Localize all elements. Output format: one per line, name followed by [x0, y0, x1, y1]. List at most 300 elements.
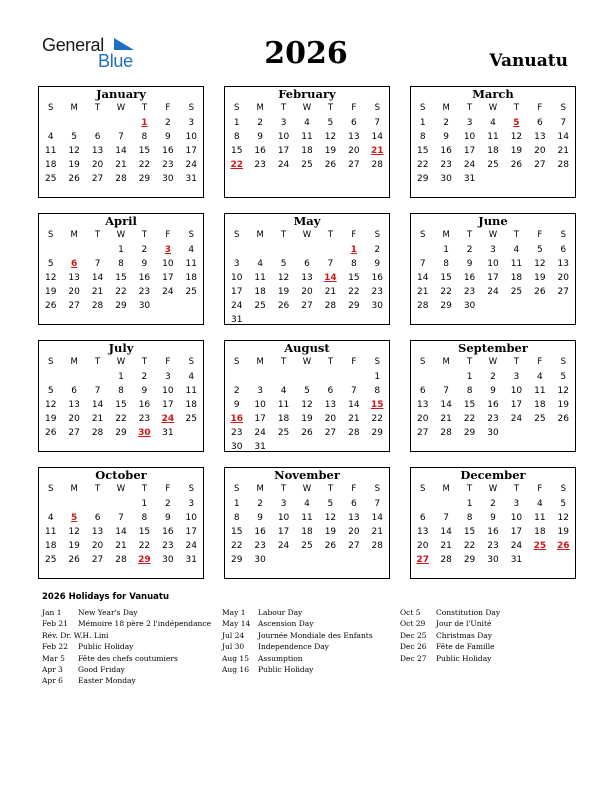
day-cell: 8: [443, 259, 449, 269]
holiday-item: [42, 653, 222, 664]
day-cell: 18: [301, 146, 313, 156]
day-cell: 20: [534, 146, 546, 156]
weekday-label: S: [420, 484, 426, 494]
day-cell: 13: [348, 132, 360, 142]
holiday-day-cell: 22: [230, 160, 243, 170]
month-title: December: [460, 468, 526, 482]
day-cell: 10: [510, 513, 523, 523]
day-cell: 21: [324, 287, 337, 297]
day-cell: 28: [91, 428, 104, 438]
day-cell: 10: [162, 386, 174, 396]
day-cell: 11: [510, 259, 523, 269]
day-cell: 11: [44, 527, 57, 537]
day-cell: 12: [44, 273, 57, 283]
day-cell: 6: [350, 499, 357, 509]
day-cell: 18: [301, 527, 313, 537]
day-cell: 3: [188, 118, 195, 128]
day-cell: 21: [557, 146, 569, 156]
day-cell: 15: [115, 273, 127, 283]
day-cell: 6: [419, 386, 426, 396]
month-april: [38, 213, 204, 325]
day-cell: 8: [466, 513, 473, 523]
day-cell: 10: [185, 513, 197, 523]
holiday-name: Public Holiday: [258, 664, 314, 674]
weekday-label: S: [234, 484, 240, 494]
holiday-name: Rév. Dr. W.H. Lini: [42, 630, 109, 640]
weekday-label: W: [302, 484, 312, 494]
day-cell: 11: [534, 386, 546, 396]
month-july: [38, 340, 204, 452]
day-cell: 18: [487, 146, 499, 156]
day-cell: 13: [534, 132, 546, 142]
day-cell: 22: [138, 541, 151, 551]
weekday-label: T: [94, 357, 101, 367]
day-cell: 11: [277, 400, 290, 410]
day-cell: 22: [230, 541, 243, 551]
weekday-label: W: [116, 103, 126, 113]
day-cell: 10: [185, 132, 197, 142]
day-cell: 28: [557, 160, 569, 170]
weekday-header-row: [411, 103, 575, 115]
day-cell: 2: [490, 372, 496, 382]
day-cell: 10: [463, 132, 476, 142]
weekday-label: M: [70, 230, 78, 240]
day-cell: 17: [162, 273, 174, 283]
day-cell: 16: [440, 146, 452, 156]
day-cell: 25: [510, 287, 523, 297]
day-cell: 29: [115, 301, 127, 311]
day-cell: 28: [440, 555, 452, 565]
day-cell: 7: [118, 132, 124, 142]
weekday-label: S: [374, 357, 380, 367]
day-cell: 12: [510, 132, 523, 142]
day-cell: 9: [141, 386, 148, 396]
day-cell: 15: [230, 146, 243, 156]
day-cell: 1: [419, 118, 426, 128]
day-cell: 17: [510, 400, 523, 410]
day-cell: 21: [348, 414, 360, 424]
weekday-label: T: [513, 230, 520, 240]
day-cell: 19: [557, 527, 569, 537]
day-cell: 17: [277, 527, 290, 537]
weekday-label: M: [256, 357, 264, 367]
weekday-label: S: [374, 484, 380, 494]
weekday-header-row: [39, 484, 203, 496]
day-cell: 25: [301, 160, 313, 170]
day-cell: 1: [466, 499, 473, 509]
holiday-item: [42, 607, 222, 618]
holiday-date: Jan 1: [42, 608, 62, 617]
holiday-date: Oct 5: [400, 608, 421, 617]
holiday-item: [400, 630, 580, 641]
day-cell: 19: [301, 414, 313, 424]
weekday-label: S: [188, 230, 194, 240]
day-cell: 1: [466, 372, 473, 382]
holiday-day-cell: 30: [138, 428, 151, 438]
weekday-label: T: [327, 357, 334, 367]
day-cell: 1: [141, 499, 148, 509]
day-cell: 16: [138, 273, 151, 283]
weekday-label: F: [165, 357, 171, 367]
day-cell: 30: [162, 555, 174, 565]
day-cell: 29: [463, 555, 476, 565]
day-cell: 3: [513, 372, 520, 382]
day-cell: 8: [141, 132, 148, 142]
day-cell: 25: [44, 555, 57, 565]
day-cell: 23: [254, 541, 266, 551]
holiday-item: [42, 618, 222, 629]
day-cell: 7: [419, 259, 426, 269]
day-cell: 8: [419, 132, 426, 142]
day-cell: 23: [254, 160, 266, 170]
holiday-column: [400, 607, 580, 664]
holiday-name: Good Friday: [78, 664, 125, 674]
holiday-name: Independence Day: [258, 642, 329, 652]
day-cell: 1: [374, 372, 381, 382]
day-cell: 20: [348, 146, 360, 156]
holiday-day-cell: 29: [138, 555, 151, 565]
day-cell: 14: [348, 400, 360, 410]
day-cell: 21: [115, 160, 127, 170]
day-cell: 25: [44, 174, 57, 184]
day-cell: 9: [257, 513, 263, 523]
holiday-name: Ascension Day: [258, 619, 314, 629]
weekday-label: T: [94, 484, 101, 494]
day-cell: 11: [44, 146, 57, 156]
day-cell: 23: [487, 414, 499, 424]
month-october: [38, 467, 204, 579]
day-cell: 8: [466, 386, 473, 396]
day-cell: 4: [47, 513, 54, 523]
day-cell: 8: [118, 259, 124, 269]
weekday-label: W: [116, 230, 126, 240]
weekday-label: T: [466, 484, 473, 494]
holiday-name: Journée Mondiale des Enfants: [258, 630, 373, 640]
day-cell: 29: [348, 301, 360, 311]
day-cell: 12: [324, 132, 337, 142]
holiday-item: [42, 630, 222, 641]
weekday-label: M: [70, 103, 78, 113]
holiday-date: Jul 24: [222, 630, 245, 640]
day-cell: 18: [534, 527, 546, 537]
day-cell: 7: [350, 386, 357, 396]
day-cell: 16: [487, 400, 499, 410]
holiday-item: [400, 641, 580, 652]
day-cell: 21: [440, 541, 452, 551]
day-cell: 14: [440, 527, 452, 537]
day-cell: 1: [118, 245, 124, 255]
day-cell: 30: [440, 174, 452, 184]
day-cell: 16: [138, 400, 151, 410]
weekday-label: T: [327, 230, 334, 240]
day-cell: 1: [233, 118, 240, 128]
day-cell: 21: [440, 414, 452, 424]
day-cell: 18: [534, 400, 546, 410]
weekday-header-row: [39, 357, 203, 369]
day-cell: 23: [162, 541, 174, 551]
weekday-label: T: [141, 357, 148, 367]
day-cell: 21: [115, 541, 127, 551]
holiday-date: May 14: [222, 619, 251, 629]
day-cell: 3: [466, 118, 473, 128]
holiday-name: Public Holiday: [78, 642, 134, 652]
day-cell: 12: [557, 513, 569, 523]
holiday-date: Mar 5: [42, 653, 65, 663]
day-cell: 18: [254, 287, 266, 297]
day-cell: 13: [68, 400, 80, 410]
weekday-header-row: [411, 230, 575, 242]
holiday-date: Feb 22: [42, 642, 68, 652]
weekday-label: T: [513, 103, 520, 113]
day-cell: 19: [68, 541, 80, 551]
day-cell: 1: [118, 372, 124, 382]
holiday-day-cell: 14: [324, 273, 337, 283]
day-cell: 24: [277, 541, 290, 551]
day-cell: 11: [185, 386, 197, 396]
month-title: September: [458, 341, 528, 355]
calendar-year-title: 2026: [264, 36, 348, 71]
weekday-label: F: [537, 357, 543, 367]
day-cell: 8: [374, 386, 381, 396]
day-cell: 25: [254, 301, 266, 311]
day-cell: 9: [490, 513, 496, 523]
day-cell: 13: [416, 400, 429, 410]
holiday-day-cell: 1: [350, 245, 357, 255]
day-cell: 28: [324, 301, 337, 311]
month-june: [410, 213, 576, 325]
holiday-day-cell: 1: [141, 118, 148, 128]
month-title: February: [278, 87, 336, 101]
day-cell: 6: [94, 513, 101, 523]
day-cell: 15: [230, 527, 243, 537]
day-cell: 24: [254, 428, 266, 438]
weekday-label: M: [442, 484, 450, 494]
weekday-label: W: [302, 357, 312, 367]
weekday-label: S: [188, 103, 194, 113]
weekday-label: F: [351, 484, 357, 494]
weekday-label: W: [488, 103, 498, 113]
day-cell: 26: [301, 428, 313, 438]
day-cell: 27: [91, 174, 104, 184]
holiday-day-cell: 26: [557, 541, 570, 551]
weekday-header-row: [39, 103, 203, 115]
day-cell: 26: [277, 301, 290, 311]
day-cell: 29: [115, 428, 127, 438]
day-cell: 2: [164, 118, 171, 128]
day-cell: 27: [534, 160, 546, 170]
month-title: January: [96, 87, 146, 101]
weekday-label: S: [48, 484, 54, 494]
weekday-label: S: [420, 103, 426, 113]
day-cell: 29: [416, 174, 429, 184]
day-cell: 9: [164, 132, 171, 142]
day-cell: 7: [118, 513, 124, 523]
weekday-label: S: [234, 357, 240, 367]
day-cell: 28: [115, 174, 127, 184]
day-cell: 29: [440, 301, 452, 311]
weekday-label: T: [327, 484, 334, 494]
weekday-header-row: [411, 357, 575, 369]
day-cell: 6: [94, 132, 101, 142]
day-cell: 24: [510, 541, 523, 551]
day-cell: 8: [233, 132, 240, 142]
weekday-label: T: [466, 230, 473, 240]
day-cell: 19: [324, 527, 337, 537]
holiday-item: [222, 641, 402, 652]
day-cell: 17: [510, 527, 523, 537]
day-cell: 13: [91, 146, 104, 156]
weekday-label: T: [141, 484, 148, 494]
day-cell: 2: [164, 499, 171, 509]
day-cell: 20: [416, 541, 429, 551]
day-cell: 18: [44, 160, 57, 170]
day-cell: 3: [280, 118, 287, 128]
weekday-label: S: [48, 357, 54, 367]
month-title: April: [105, 214, 137, 228]
day-cell: 3: [188, 499, 195, 509]
weekday-label: W: [488, 230, 498, 240]
day-cell: 19: [44, 414, 57, 424]
day-cell: 18: [185, 273, 197, 283]
day-cell: 5: [327, 118, 334, 128]
day-cell: 25: [277, 428, 290, 438]
day-cell: 3: [233, 259, 240, 269]
day-cell: 20: [301, 287, 313, 297]
weekday-label: F: [351, 103, 357, 113]
day-cell: 24: [487, 287, 499, 297]
day-cell: 7: [443, 513, 449, 523]
holiday-name: Easter Monday: [78, 676, 136, 686]
day-cell: 17: [463, 146, 476, 156]
day-cell: 16: [162, 527, 174, 537]
day-cell: 25: [185, 287, 197, 297]
day-cell: 31: [185, 174, 197, 184]
day-cell: 4: [304, 499, 310, 509]
weekday-label: F: [165, 103, 171, 113]
day-cell: 5: [71, 132, 77, 142]
day-cell: 13: [557, 259, 569, 269]
day-cell: 17: [487, 273, 499, 283]
day-cell: 2: [141, 245, 148, 255]
day-cell: 10: [277, 132, 290, 142]
day-cell: 10: [487, 259, 499, 269]
holiday-date: May 1: [222, 608, 246, 617]
weekday-label: F: [537, 103, 543, 113]
month-title: November: [274, 468, 340, 482]
day-cell: 30: [487, 555, 499, 565]
holiday-item: [42, 675, 222, 686]
day-cell: 11: [487, 132, 499, 142]
month-title: March: [472, 87, 514, 101]
day-cell: 27: [416, 428, 429, 438]
day-cell: 3: [513, 499, 520, 509]
holiday-item: [42, 664, 222, 675]
holiday-item: [400, 653, 580, 664]
day-cell: 13: [68, 273, 80, 283]
day-cell: 22: [463, 541, 476, 551]
day-cell: 12: [68, 146, 80, 156]
day-cell: 14: [115, 527, 127, 537]
month-may: [224, 213, 390, 325]
weekday-label: M: [442, 103, 450, 113]
day-cell: 21: [91, 414, 104, 424]
day-cell: 24: [185, 541, 197, 551]
day-cell: 7: [94, 386, 101, 396]
day-cell: 2: [466, 245, 473, 255]
day-cell: 16: [463, 273, 476, 283]
day-cell: 27: [324, 428, 337, 438]
day-cell: 27: [348, 160, 360, 170]
month-september: [410, 340, 576, 452]
weekday-label: T: [327, 103, 334, 113]
weekday-label: T: [141, 103, 148, 113]
day-cell: 10: [162, 259, 174, 269]
holiday-item: [222, 630, 402, 641]
weekday-label: M: [442, 357, 450, 367]
day-cell: 14: [91, 400, 104, 410]
holiday-name: Mémoire 18 père 2 l'indépendance: [78, 619, 212, 629]
day-cell: 7: [327, 259, 334, 269]
day-cell: 11: [534, 513, 546, 523]
day-cell: 6: [327, 386, 334, 396]
holiday-date: Feb 21: [42, 619, 68, 629]
weekday-header-row: [225, 357, 389, 369]
holiday-day-cell: 25: [533, 541, 547, 551]
day-cell: 26: [68, 174, 80, 184]
day-cell: 6: [536, 118, 543, 128]
holiday-day-cell: 5: [513, 118, 520, 128]
day-cell: 4: [257, 259, 263, 269]
weekday-label: S: [374, 103, 380, 113]
weekday-label: F: [351, 230, 357, 240]
weekday-label: T: [280, 484, 287, 494]
day-cell: 23: [487, 541, 499, 551]
day-cell: 11: [185, 259, 197, 269]
holiday-name: Fête de Famille: [436, 642, 495, 652]
month-title: July: [108, 341, 134, 355]
weekday-label: S: [560, 103, 566, 113]
day-cell: 15: [138, 146, 151, 156]
day-cell: 12: [44, 400, 57, 410]
day-cell: 14: [371, 513, 383, 523]
day-cell: 5: [280, 259, 287, 269]
holiday-day-cell: 21: [371, 146, 384, 156]
weekday-label: M: [70, 357, 78, 367]
day-cell: 17: [162, 400, 174, 410]
day-cell: 2: [443, 118, 449, 128]
holiday-day-cell: 27: [416, 555, 429, 565]
day-cell: 12: [277, 273, 290, 283]
weekday-label: S: [420, 230, 426, 240]
weekday-label: T: [280, 357, 287, 367]
weekday-label: M: [256, 484, 264, 494]
day-cell: 23: [138, 287, 151, 297]
day-cell: 12: [324, 513, 337, 523]
day-cell: 6: [350, 118, 357, 128]
holiday-date: Apr 3: [42, 664, 63, 674]
day-cell: 19: [277, 287, 290, 297]
day-cell: 4: [188, 372, 195, 382]
day-cell: 13: [91, 527, 104, 537]
weekday-label: W: [116, 357, 126, 367]
day-cell: 6: [419, 513, 426, 523]
day-cell: 28: [91, 301, 104, 311]
day-cell: 7: [374, 118, 381, 128]
holiday-column: [222, 607, 402, 675]
weekday-label: S: [48, 103, 54, 113]
day-cell: 2: [257, 499, 263, 509]
day-cell: 2: [490, 499, 496, 509]
